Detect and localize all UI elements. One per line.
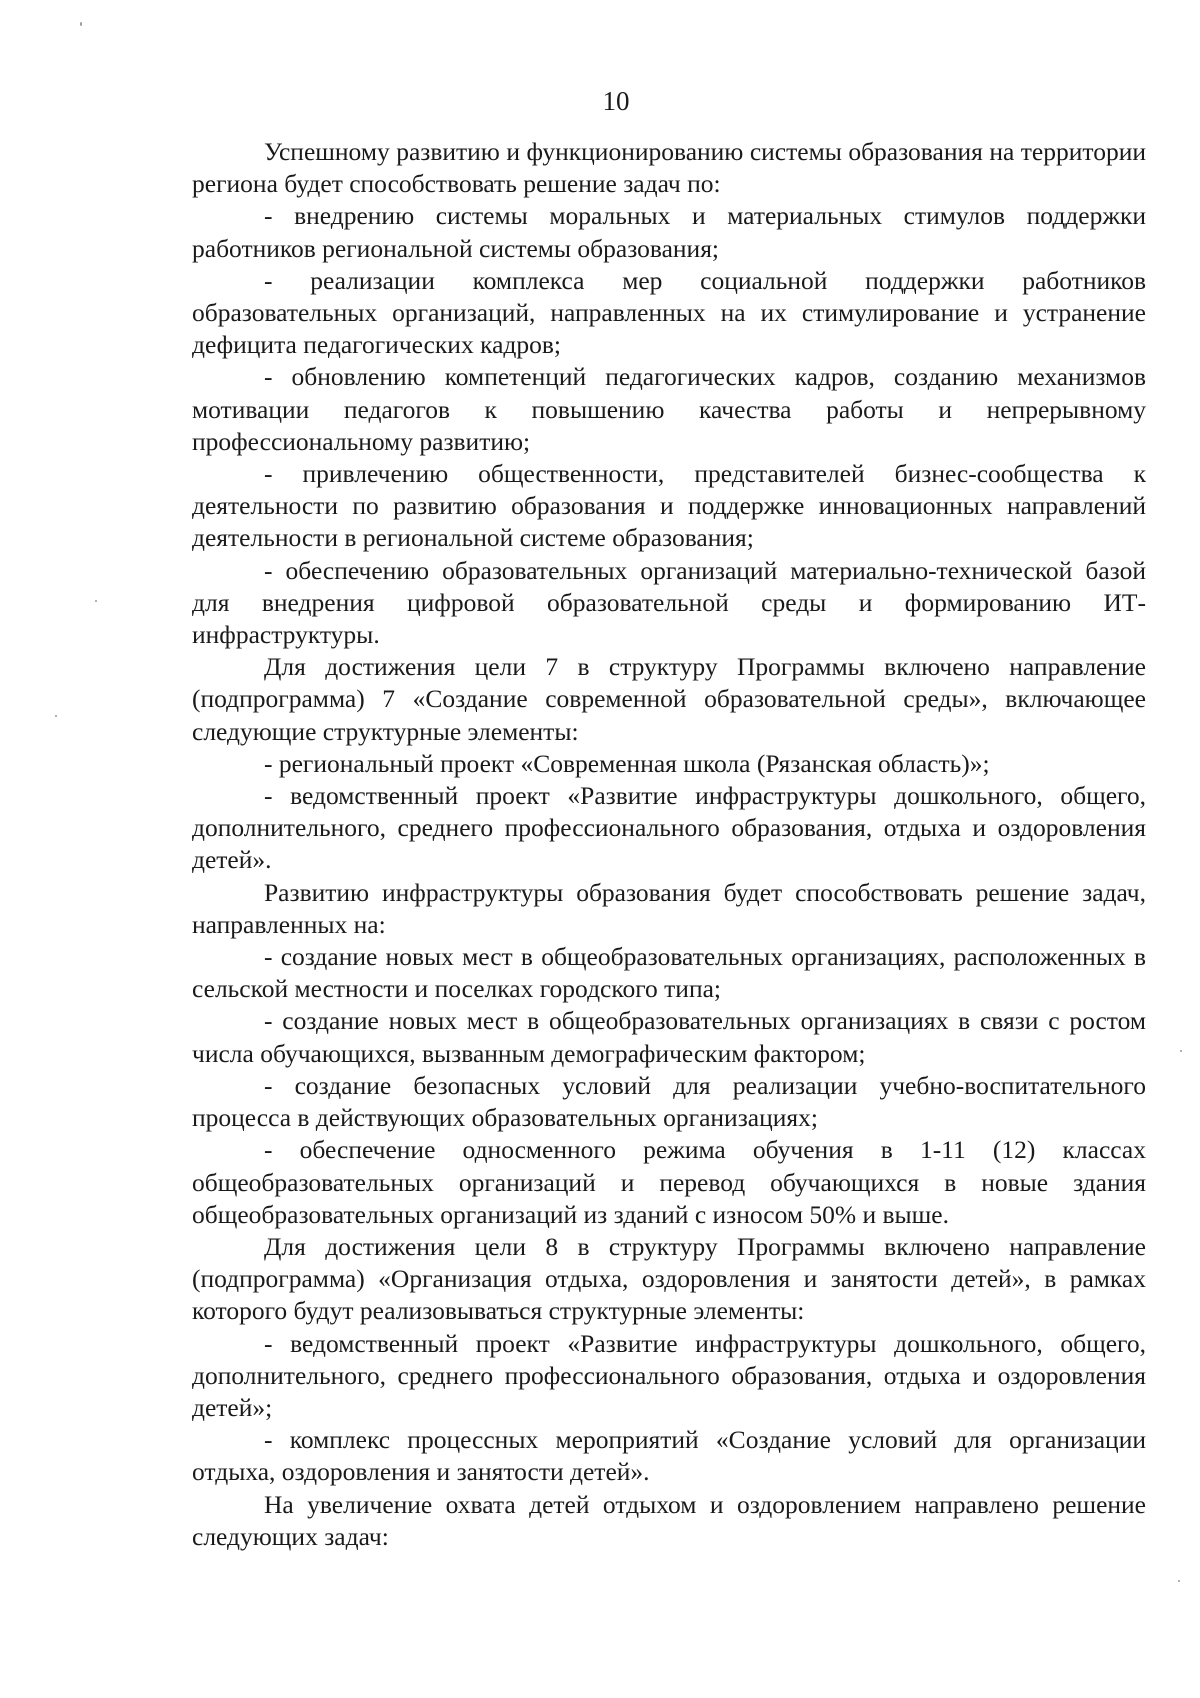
list-item: - создание новых мест в общеобразовательных организациях, расположенных в сельской местности и поселках городского типа;: [192, 942, 1146, 1004]
paragraph: На увеличение охвата детей отдыхом и оздоровлением направлено решение следующих задач:: [192, 1489, 1146, 1551]
list-item: - обеспечению образовательных организаций материально-технической базой для внедрения цифровой образовательной среды и формированию ИТ-инфраструктуры.: [192, 555, 1146, 650]
scan-speck: [95, 600, 97, 602]
list-item: - внедрению системы моральных и материальных стимулов поддержки работников региональной системы образования;: [192, 201, 1146, 263]
scan-speck: [1178, 1580, 1180, 1582]
list-item: - создание новых мест в общеобразовательных организациях в связи с ростом числа обучающихся, вызванным демографическим фактором;: [192, 1006, 1146, 1068]
list-item: - обеспечение односменного режима обучения в 1-11 (12) классах общеобразовательных организаций и перевод обучающихся в новые здания общеобразовательных организаций из зданий с износом 50% и выше.: [192, 1135, 1146, 1229]
list-item: - реализации комплекса мер социальной поддержки работников образовательных организаций, направленных на их стимулирование и устранение дефицита педагогических кадров;: [192, 265, 1146, 360]
list-item: - ведомственный проект «Развитие инфраструктуры дошкольного, общего, дополнительного, среднего профессионального образования, отдыха и оздоровления детей»;: [192, 1328, 1146, 1422]
scan-speck: [55, 715, 57, 717]
list-item: - комплекс процессных мероприятий «Создание условий для организации отдыха, оздоровления и занятости детей».: [192, 1425, 1146, 1487]
list-item: - региональный проект «Современная школа (Рязанская область)»;: [264, 748, 990, 778]
paragraph: Для достижения цели 7 в структуру Программы включено направление (подпрограмма) 7 «Создание современной образовательной среды», включающее следующие структурные элементы:: [192, 652, 1146, 746]
scan-speck: [1180, 1050, 1182, 1052]
page-number: 10: [602, 86, 630, 116]
list-item: - создание безопасных условий для реализации учебно-воспитательного процесса в действующих образовательных организациях;: [192, 1070, 1146, 1133]
paragraph: Для достижения цели 8 в структуру Программы включено направление (подпрограмма) «Организация отдыха, оздоровления и занятости детей», в рамках которого будут реализовываться структурные элементы:: [192, 1231, 1146, 1326]
document-body: [192, 136, 1146, 1553]
list-item: - привлечению общественности, представителей бизнес-сообщества к деятельности по развитию образования и поддержке инновационных направлений деятельности в региональной системе образования;: [192, 459, 1146, 553]
paragraph: Успешному развитию и функционированию системы образования на территории региона будет способствовать решение задач по:: [192, 137, 1146, 199]
list-item: - обновлению компетенций педагогических кадров, созданию механизмов мотивации педагогов к повышению качества работы и непрерывному профессиональному развитию;: [192, 362, 1146, 456]
list-item: - ведомственный проект «Развитие инфраструктуры дошкольного, общего, дополнительного, среднего профессионального образования, отдыха и оздоровления детей».: [192, 781, 1146, 875]
scan-speck: [80, 22, 82, 26]
paragraph: Развитию инфраструктуры образования будет способствовать решение задач, направленных на:: [192, 877, 1146, 939]
